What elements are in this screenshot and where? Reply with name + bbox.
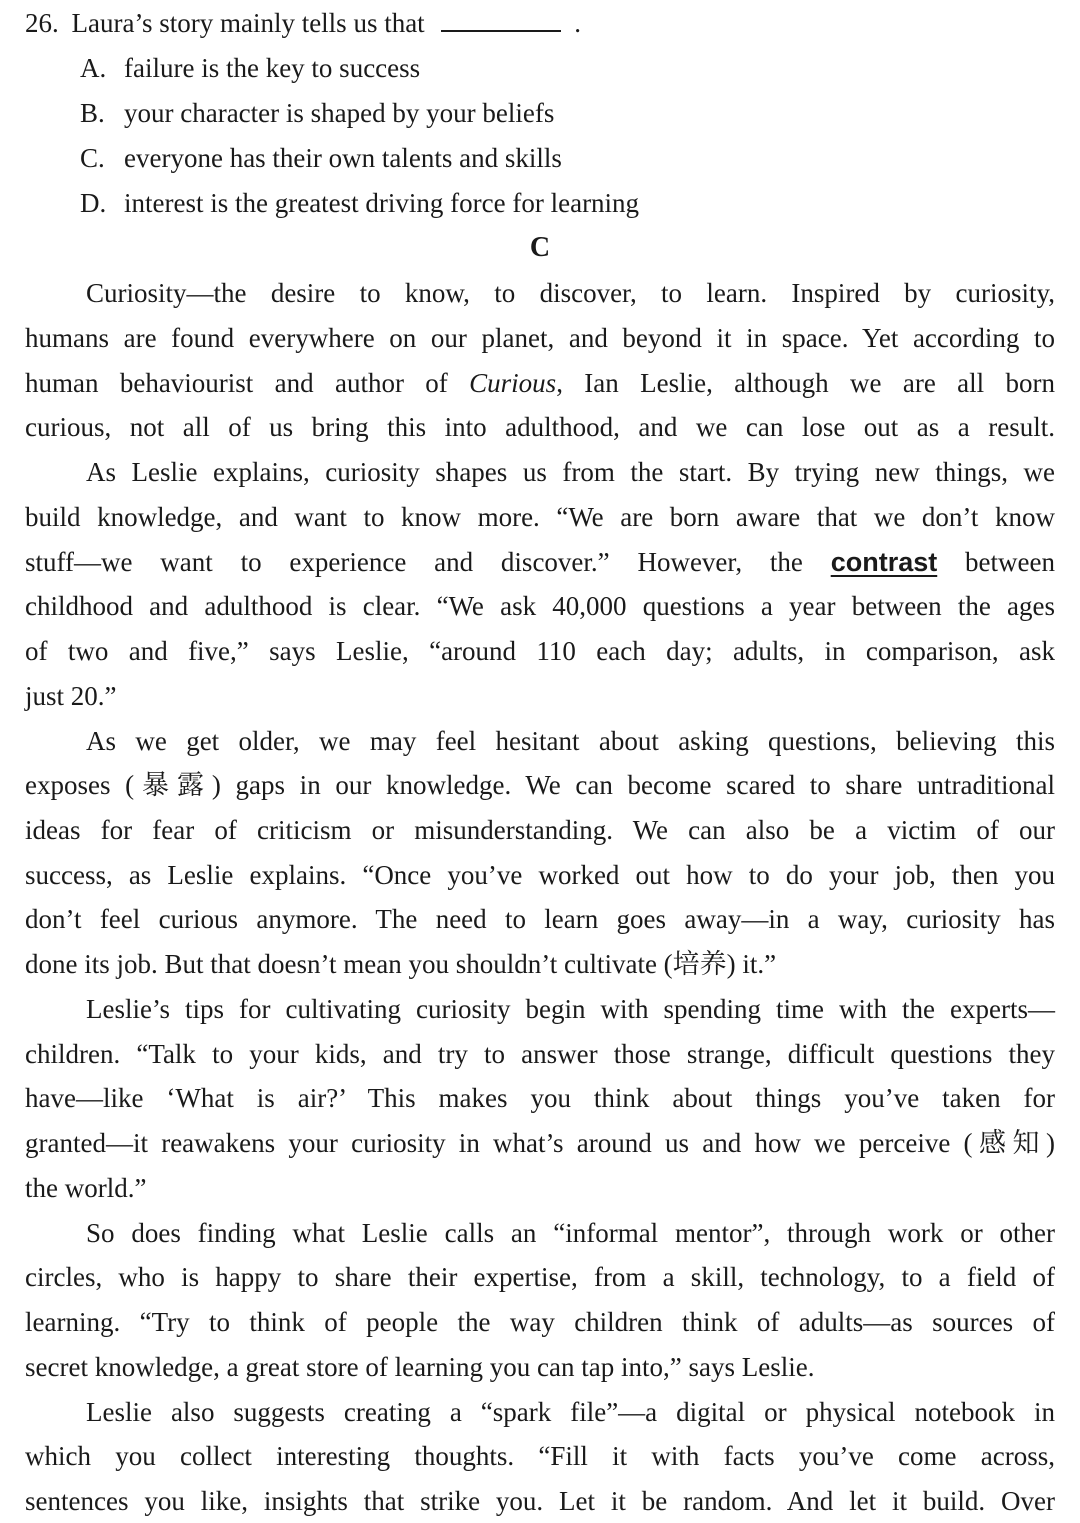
- passage-line: learning. “Try to think of people the way children think of adults—as sources of: [25, 1307, 1055, 1337]
- passage-line: the world.”: [25, 1173, 147, 1203]
- passage-line: success, as Leslie explains. “Once you’ve worked out how to do your job, then you: [25, 860, 1055, 890]
- section-heading: C: [529, 232, 551, 263]
- passage-line: children. “Talk to your kids, and try to answer those strange, difficult questions they: [25, 1039, 1055, 1069]
- option-a[interactable]: [80, 55, 420, 82]
- option-d[interactable]: [80, 190, 639, 217]
- option-c[interactable]: [80, 145, 562, 172]
- option-text: interest is the greatest driving force for learning: [124, 188, 640, 218]
- question-stem-end: .: [574, 8, 581, 38]
- passage-line: stuff—we want to experience and discover.” However, the contrast between: [25, 547, 1055, 577]
- passage-line: build knowledge, and want to know more. “We are born aware that we don’t know: [25, 502, 1055, 532]
- passage-line: Curiosity—the desire to know, to discover, to learn. Inspired by curiosity,: [86, 278, 1055, 308]
- passage-line: which you collect interesting thoughts. “Fill it with facts you’ve come across,: [25, 1441, 1055, 1471]
- option-letter: A.: [80, 53, 107, 83]
- passage-line: secret knowledge, a great store of learning you can tap into,” says Leslie.: [25, 1352, 815, 1382]
- option-text: failure is the key to success: [124, 53, 421, 83]
- passage-line: So does finding what Leslie calls an “informal mentor”, through work or other: [86, 1218, 1055, 1248]
- option-letter: D.: [80, 188, 107, 218]
- passage-line: exposes (暴露) gaps in our knowledge. We can become scared to share untraditional: [25, 770, 1055, 800]
- passage-line: don’t feel curious anymore. The need to learn goes away—in a way, curiosity has: [25, 904, 1055, 934]
- question-stem-text: Laura’s story mainly tells us that: [71, 8, 425, 38]
- answer-blank: [441, 10, 561, 32]
- passage-line: of two and five,” says Leslie, “around 110 each day; adults, in comparison, ask: [25, 636, 1055, 666]
- option-text: your character is shaped by your beliefs: [124, 98, 555, 128]
- passage-line: curious, not all of us bring this into adulthood, and we can lose out as a result.: [25, 412, 1055, 442]
- option-letter: C.: [80, 143, 105, 173]
- option-letter: B.: [80, 98, 105, 128]
- passage-line: As Leslie explains, curiosity shapes us from the start. By trying new things, we: [86, 457, 1055, 487]
- question-number: 26.: [25, 8, 59, 38]
- option-text: everyone has their own talents and skills: [124, 143, 562, 173]
- passage-line: humans are found everywhere on our planet, and beyond it in space. Yet according to: [25, 323, 1055, 353]
- passage-line: Leslie also suggests creating a “spark file”—a digital or physical notebook in: [86, 1397, 1055, 1427]
- passage-line: As we get older, we may feel hesitant about asking questions, believing this: [86, 726, 1055, 756]
- passage-line: have—like ‘What is air?’ This makes you think about things you’ve taken for: [25, 1083, 1055, 1113]
- passage-line: circles, who is happy to share their expertise, from a skill, technology, to a field of: [25, 1262, 1055, 1292]
- passage-line: ideas for fear of criticism or misunderstanding. We can also be a victim of our: [25, 815, 1055, 845]
- passage-line: Leslie’s tips for cultivating curiosity begin with spending time with the experts—: [86, 994, 1055, 1024]
- passage-line: human behaviourist and author of Curious, Ian Leslie, although we are all born: [25, 368, 1055, 398]
- passage-line: just 20.”: [25, 681, 117, 711]
- option-b[interactable]: [80, 100, 554, 127]
- passage-line: done its job. But that doesn’t mean you shouldn’t cultivate (培养) it.”: [25, 949, 777, 979]
- passage-line: sentences you like, insights that strike you. Let it be random. And let it build. Over: [25, 1486, 1055, 1516]
- book-title: Curious: [469, 368, 557, 398]
- keyword-contrast: contrast: [830, 547, 938, 577]
- passage-line: childhood and adulthood is clear. “We ask 40,000 questions a year between the ages: [25, 591, 1055, 621]
- question-stem: [25, 10, 1055, 37]
- passage-line: granted—it reawakens your curiosity in what’s around us and how we perceive (感知): [25, 1128, 1055, 1158]
